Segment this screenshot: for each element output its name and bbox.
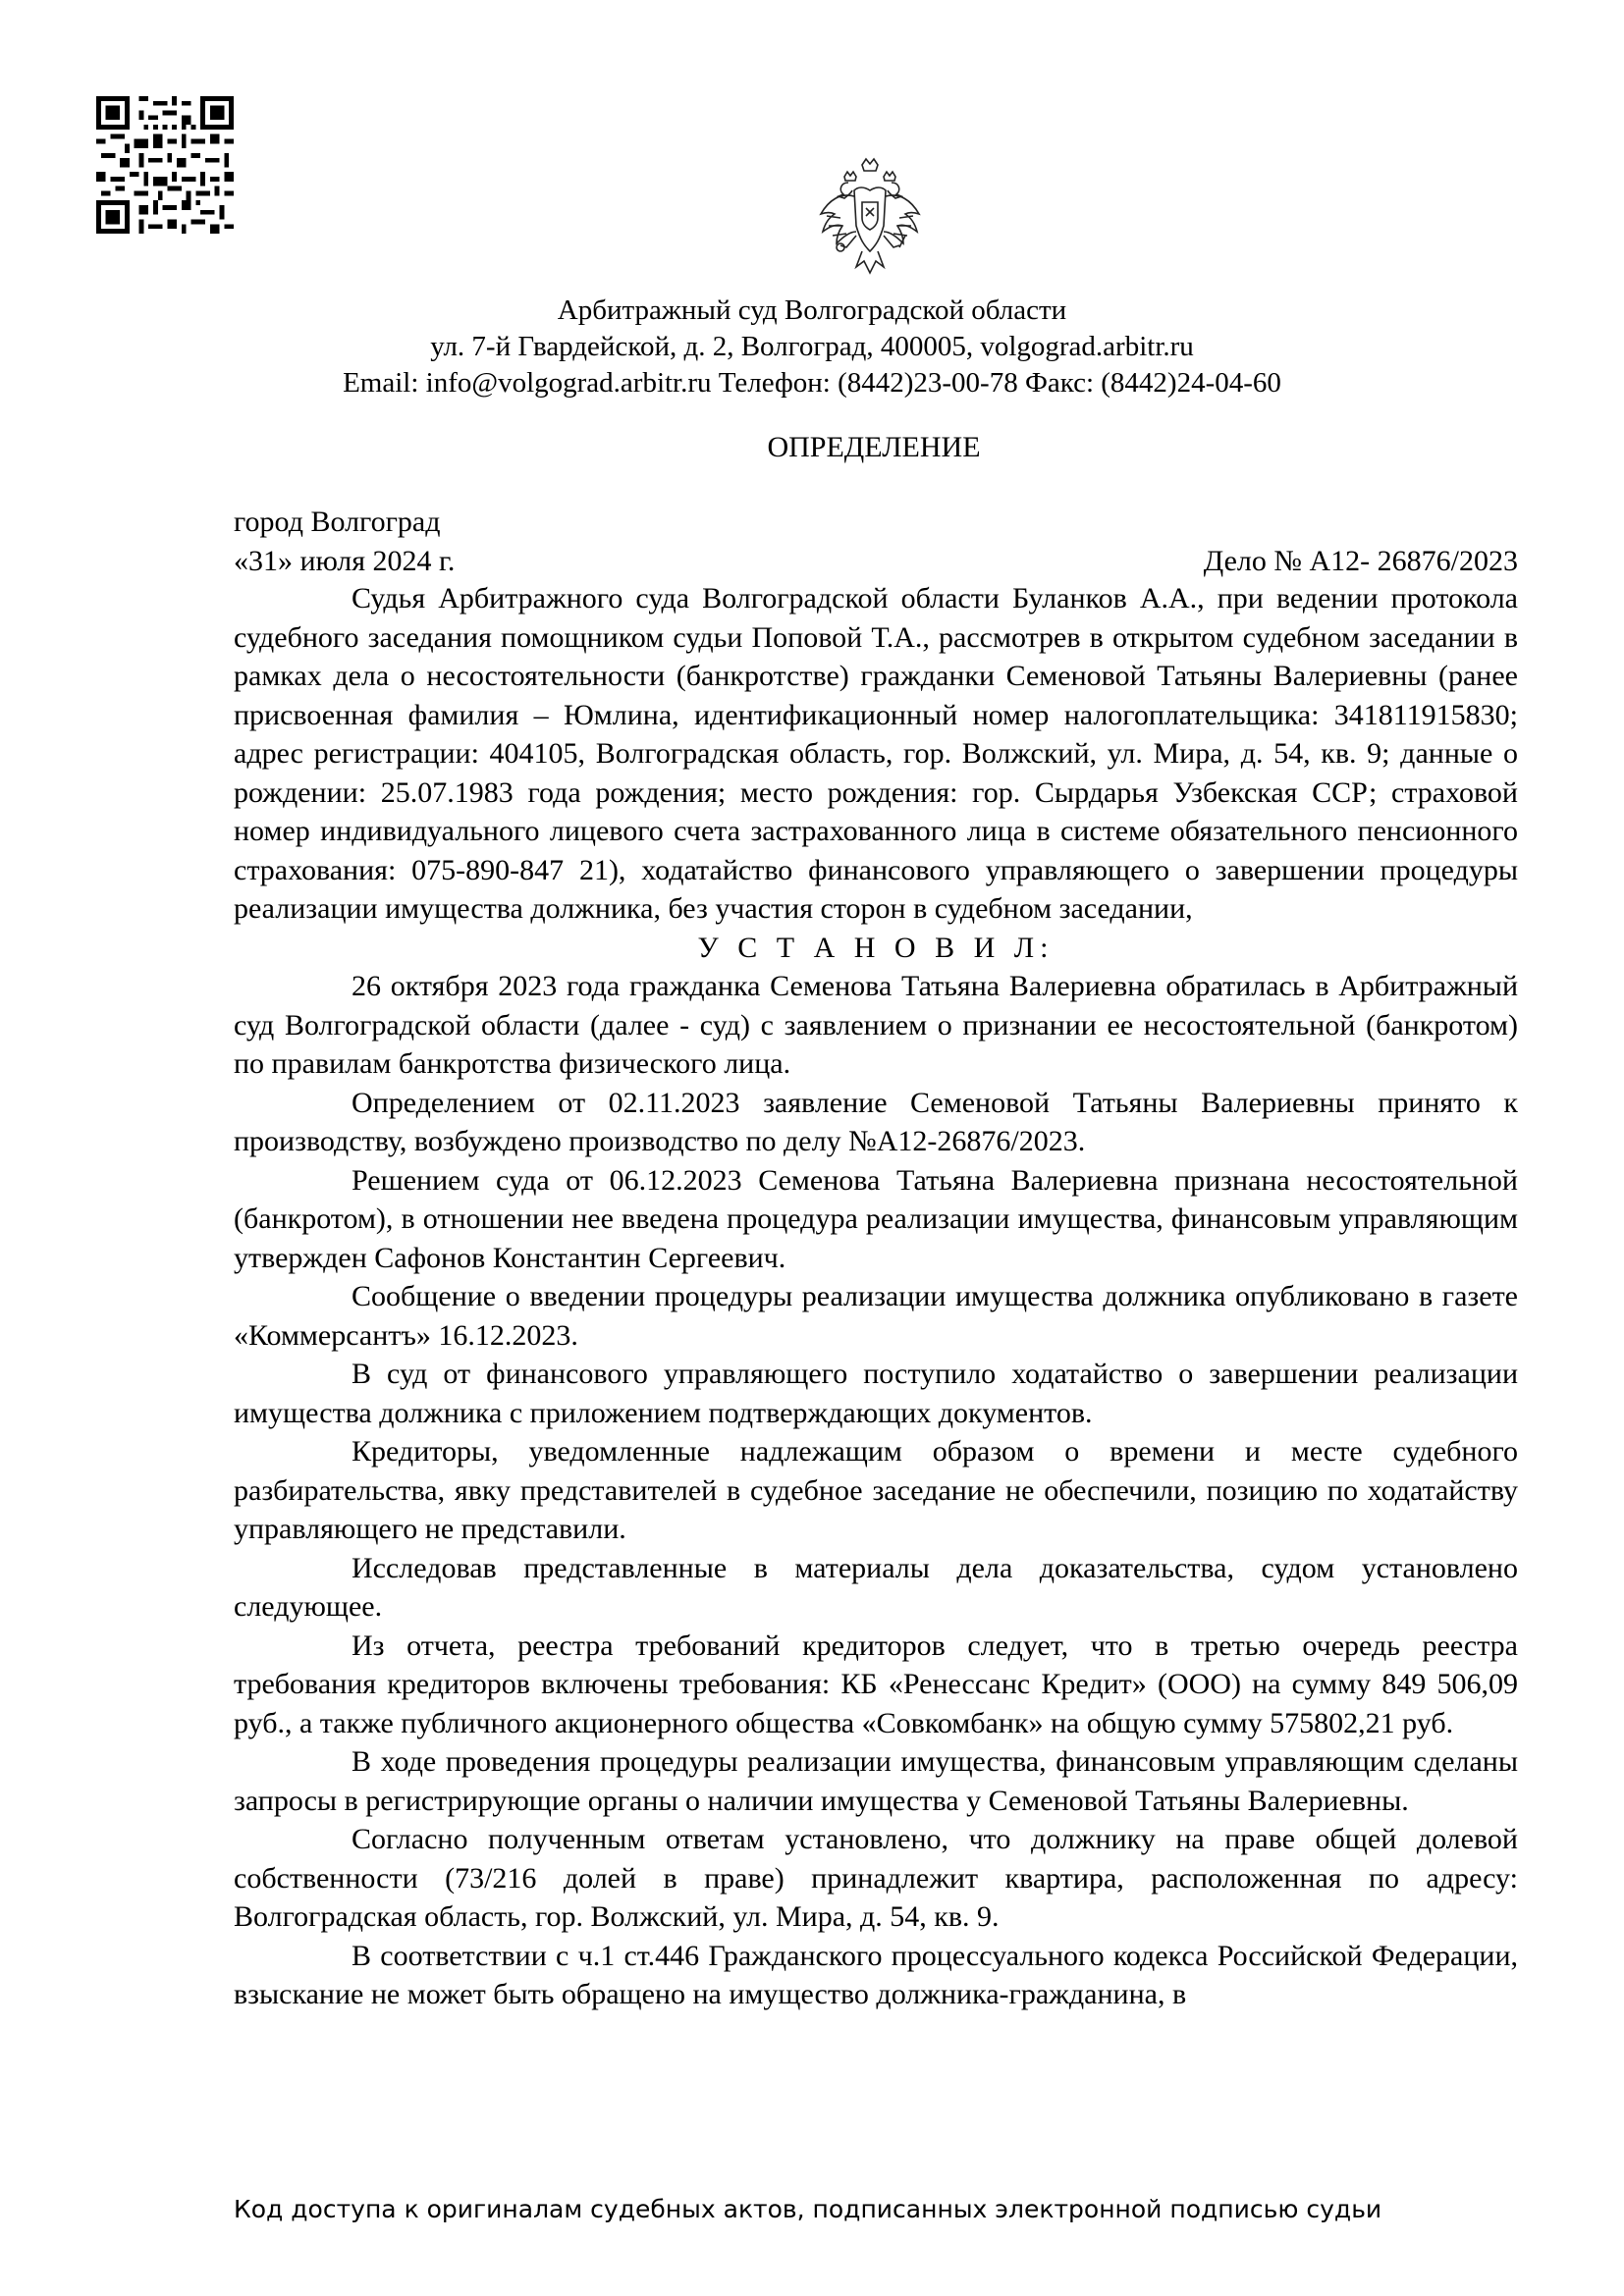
body-paragraph: Кредиторы, уведомленные надлежащим образом о времени и месте судебного разбирательства, явку представителей в судебное заседание не обеспечили, позицию по ходатайству управляющего не представили. [234, 1435, 1518, 1545]
case-number: Дело № А12- 26876/2023 [1203, 545, 1518, 577]
court-contacts: Email: info@volgograd.arbitr.ru Телефон: (8442)23-00-78 Факс: (8442)24-04-60 [343, 367, 1281, 399]
court-address: ул. 7-й Гвардейской, д. 2, Волгоград, 400005, volgograd.arbitr.ru [430, 331, 1194, 362]
body-paragraph: В суд от финансового управляющего поступило ходатайство о завершении реализации имущества должника с приложением подтверждающих документов. [234, 1358, 1518, 1429]
court-header [0, 293, 1624, 401]
body-paragraph: Определением от 02.11.2023 заявление Семеновой Татьяны Валериевны принято к производству, возбуждено производство по делу №А12-26876/2023. [234, 1086, 1518, 1157]
body-paragraph: Сообщение о введении процедуры реализации имущества должника опубликовано в газете «Коммерсантъ» 16.12.2023. [234, 1280, 1518, 1352]
body-paragraph: Исследовав представленные в материалы дела доказательства, судом установлено следующее. [234, 1551, 1518, 1623]
document-body [234, 579, 1518, 2014]
body-paragraph: Из отчета, реестра требований кредиторов следует, что в третью очередь реестра требования кредиторов включены требования: КБ «Ренессанс Кредит» (ООО) на сумму 849 506,09 руб., а также публичного акционерного общества «Совкомбанк» на общую сумму 575802,21 руб. [234, 1629, 1518, 1739]
body-paragraph: Судья Арбитражного суда Волгоградской области Буланков А.А., при ведении протокола судебного заседания помощником судьи Поповой Т.А., рассмотрев в открытом судебном заседании в рамках дела о несостоятельности (банкротстве) гражданки Семеновой Татьяны Валериевны (ранее присвоенная фамилия – Юмлина, идентификационный номер налогоплательщика: 341811915830; адрес регистрации: 404105, Волгоградская область, гор. Волжский, ул. Мира, д. 54, кв. 9; данные о рождении: 25.07.1983 года рождения; место рождения: гор. Сырдарья Узбекская ССР; страховой номер индивидуального лицевого счета застрахованного лица в системе обязательного пенсионного страхования: 075-890-847 21), ходатайство финансового управляющего о завершении процедуры реализации имущества должника, без участия сторон в судебном заседании, [234, 582, 1518, 925]
document-title: ОПРЕДЕЛЕНИЕ [767, 431, 981, 463]
document-date: «31» июля 2024 г. [234, 545, 456, 577]
body-paragraph: Согласно полученным ответам установлено, что должнику на праве общей долевой собственности (73/216 долей в праве) принадлежит квартира, расположенная по адресу: Волгоградская область, гор. Волжский, ул. Мира, д. 54, кв. 9. [234, 1823, 1518, 1933]
qr-code-icon [96, 96, 234, 234]
body-paragraph: В ходе проведения процедуры реализации имущества, финансовым управляющим сделаны запросы в регистрирующие органы о наличии имущества у Семеновой Татьяны Валериевны. [234, 1745, 1518, 1817]
court-name: Арбитражный суд Волгоградской области [557, 294, 1067, 326]
body-paragraph: 26 октября 2023 года гражданка Семенова Татьяна Валериевна обратилась в Арбитражный суд Волгоградской области (далее - суд) с заявлением о признании ее несостоятельной (банкротом) по правилам банкротства физического лица. [234, 970, 1518, 1080]
coat-of-arms-icon [811, 157, 929, 279]
body-paragraph: Решением суда от 06.12.2023 Семенова Татьяна Валериевна признана несостоятельной (банкротом), в отношении нее введена процедура реализации имущества, финансовым управляющим утвержден Сафонов Константин Сергеевич. [234, 1163, 1518, 1274]
section-heading: У С Т А Н О В И Л: [697, 931, 1055, 964]
footer-note: Код доступа к оригиналам судебных актов, подписанных электронной подписью судьи [234, 2195, 1382, 2223]
document-city: город Волгоград [234, 506, 441, 538]
body-paragraph: В соответствии с ч.1 ст.446 Гражданского процессуального кодекса Российской Федерации, взыскание не может быть обращено на имущество должника-гражданина, в [234, 1939, 1518, 2010]
